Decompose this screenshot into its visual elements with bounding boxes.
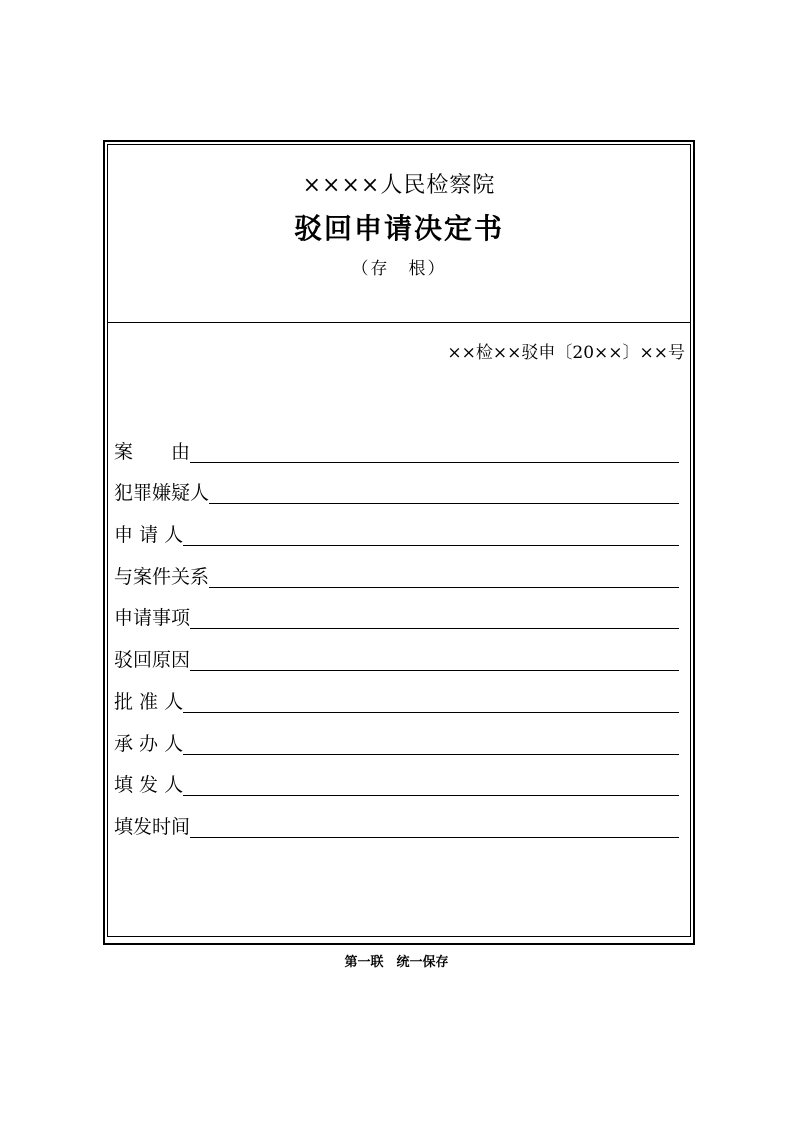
fill-line[interactable] — [209, 587, 679, 588]
fill-line[interactable] — [190, 837, 679, 838]
fill-line[interactable] — [183, 545, 679, 546]
fill-line[interactable] — [190, 628, 679, 629]
field-row-relation — [114, 548, 679, 590]
fill-line[interactable] — [183, 712, 679, 713]
field-list — [114, 423, 679, 840]
field-label: 承 办 人 — [114, 732, 184, 755]
field-row-applicant — [114, 506, 679, 548]
copy-note: 第一联 统一保存 — [344, 955, 449, 970]
fill-line[interactable] — [190, 462, 679, 463]
field-row-issuer — [114, 757, 679, 799]
field-label: 犯罪嫌疑人 — [114, 482, 210, 505]
fill-line[interactable] — [183, 754, 679, 755]
field-row-case-cause — [114, 423, 679, 465]
document-title: 驳回申请决定书 — [293, 212, 504, 245]
field-label: 驳回原因 — [114, 649, 191, 672]
fill-line[interactable] — [183, 795, 679, 796]
field-row-issue-time — [114, 798, 679, 840]
fill-line[interactable] — [190, 670, 679, 671]
fill-line[interactable] — [209, 503, 679, 504]
field-row-reason — [114, 631, 679, 673]
document-number: ××检××驳申〔20××〕××号 — [447, 343, 685, 363]
field-label: 申请事项 — [114, 607, 191, 630]
field-label: 案 由 — [114, 440, 191, 463]
field-row-handler — [114, 715, 679, 757]
field-row-approver — [114, 673, 679, 715]
field-label: 申 请 人 — [114, 524, 184, 547]
field-label: 填 发 人 — [114, 774, 184, 797]
header-divider — [107, 322, 691, 323]
field-label: 填发时间 — [114, 815, 191, 838]
stub-label: （存 根） — [351, 259, 447, 279]
agency-name: ××××人民检察院 — [302, 173, 496, 198]
field-label: 批 准 人 — [114, 690, 184, 713]
field-row-suspect — [114, 465, 679, 507]
field-label: 与案件关系 — [114, 565, 210, 588]
field-row-request — [114, 590, 679, 632]
